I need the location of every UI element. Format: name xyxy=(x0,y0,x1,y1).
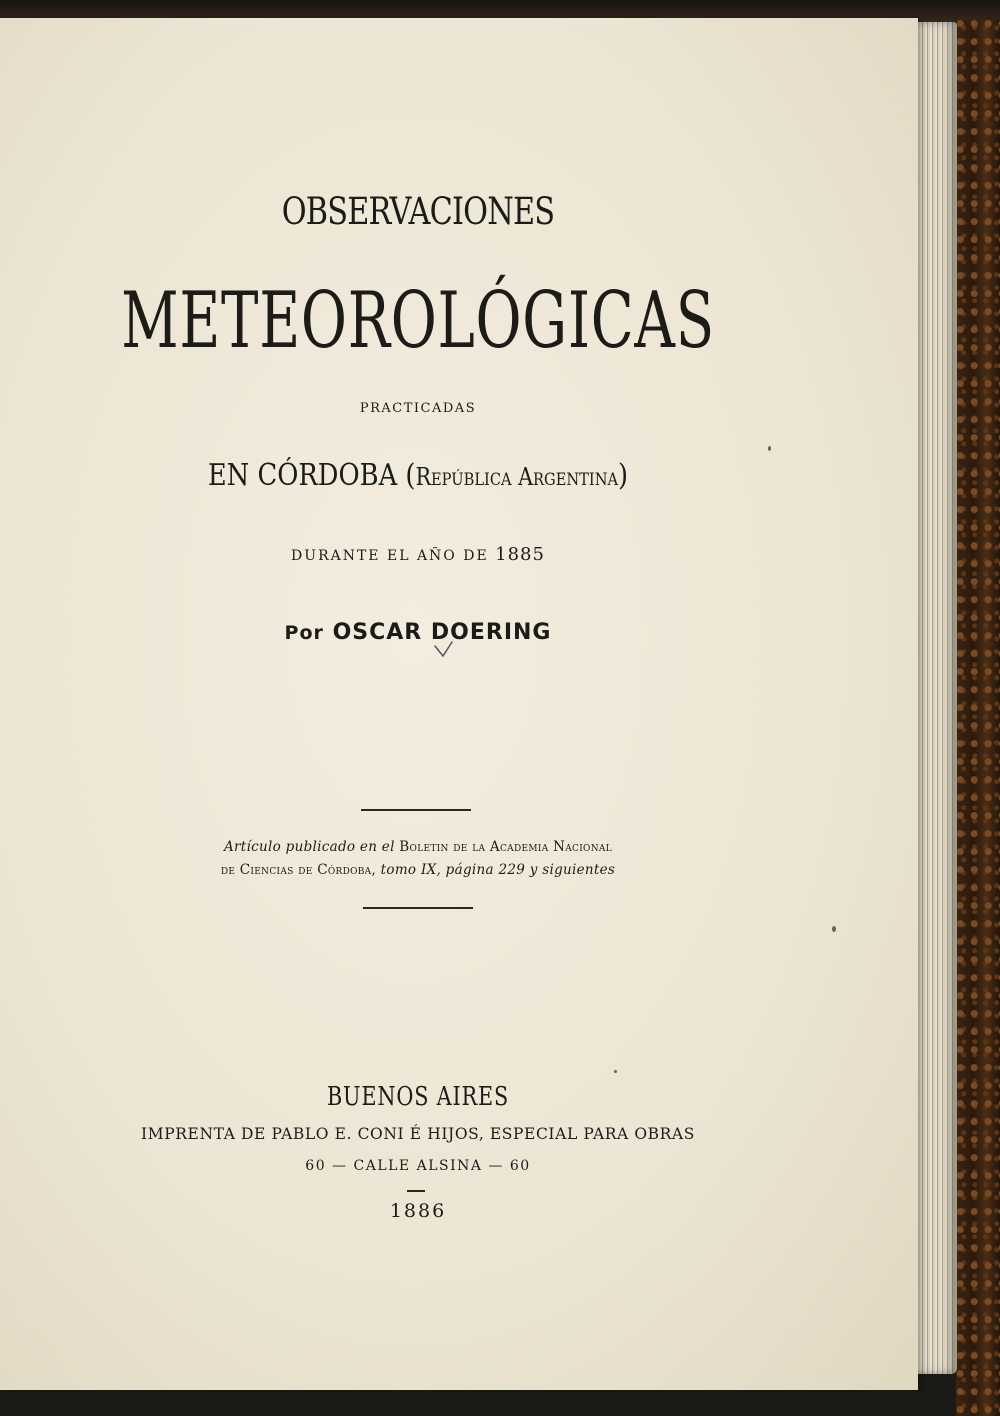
author-prefix: Por xyxy=(284,622,324,644)
title-line-2: METEOROLÓGICAS xyxy=(121,276,715,366)
place-close: ) xyxy=(618,458,629,493)
subtitle-place xyxy=(59,458,778,493)
pencil-check-mark-icon xyxy=(432,640,458,660)
note-line-1-italic: Artículo publicado en el xyxy=(224,839,395,855)
subtitle-practicadas: PRACTICADAS xyxy=(359,401,477,416)
imprint-dash xyxy=(407,1190,425,1192)
author-line xyxy=(0,620,836,645)
note-line-2 xyxy=(0,862,836,878)
paper-speck xyxy=(832,926,836,932)
paper-speck xyxy=(768,446,771,451)
author-name: OSCAR DOERING xyxy=(332,620,552,645)
period-label: DURANTE EL AÑO DE xyxy=(291,548,489,564)
note-line-1-rest: Boletin de la Academia Nacional xyxy=(399,839,612,855)
paper-speck xyxy=(614,1070,617,1073)
note-line-2-italic: tomo IX, página 229 y siguientes xyxy=(380,862,616,878)
note-line-2-rest: de Ciencias de Córdoba, xyxy=(220,862,377,878)
period-year: 1885 xyxy=(495,544,545,565)
imprint-city: BUENOS AIRES xyxy=(326,1082,510,1112)
place-main: EN CÓRDOBA ( xyxy=(207,458,416,493)
imprint-address: 60 — CALLE ALSINA — 60 xyxy=(305,1158,531,1174)
note-line-1 xyxy=(0,839,836,855)
imprint-year: 1886 xyxy=(389,1200,447,1222)
place-country: República Argentina xyxy=(415,463,619,491)
title-page xyxy=(0,18,918,1390)
imprint-printer: IMPRENTA DE PABLO E. CONI É HIJOS, ESPECIAL PARA OBRAS xyxy=(141,1125,695,1143)
title-line-1: OBSERVACIONES xyxy=(281,190,555,233)
divider-rule-top xyxy=(361,809,471,811)
subtitle-period xyxy=(0,544,836,565)
marbled-binding xyxy=(956,20,1000,1416)
divider-rule-bottom xyxy=(363,907,473,909)
